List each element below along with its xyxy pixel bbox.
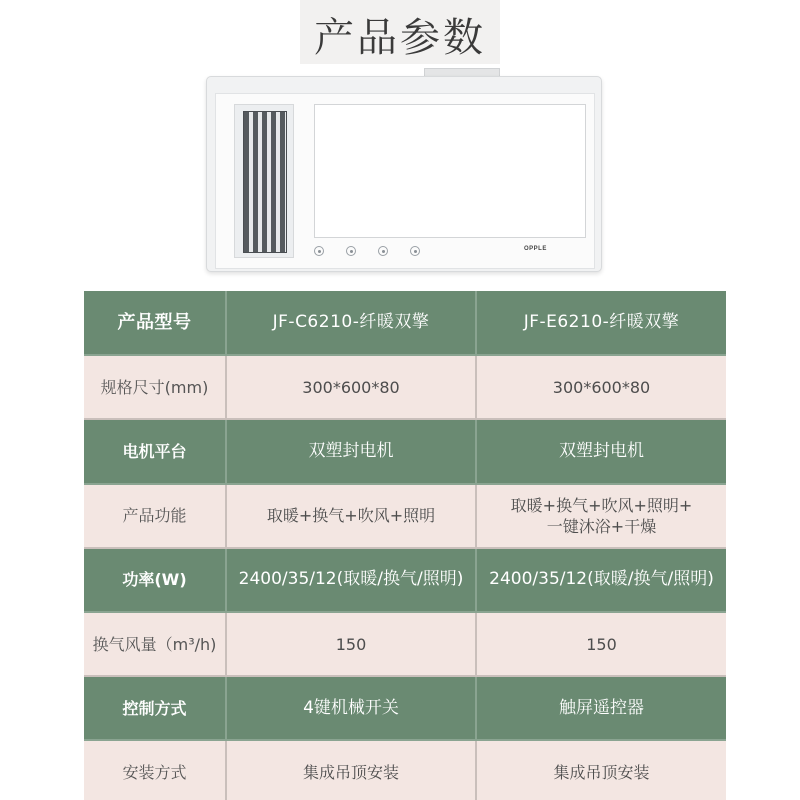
brand-logo: OPPLE	[524, 246, 547, 252]
model-c6210: JF-C6210-纤暖双擎	[226, 291, 476, 355]
row-value-c6210: 4键机械开关	[226, 676, 476, 740]
row-label: 规格尺寸(mm)	[84, 355, 226, 419]
table-row-motor	[84, 419, 726, 483]
fan-button-icon	[378, 246, 388, 256]
table-header-row	[84, 291, 726, 355]
spec-table	[84, 291, 726, 800]
row-value-c6210: 150	[226, 612, 476, 676]
air-vent	[234, 104, 294, 258]
row-value-c6210: 取暖+换气+吹风+照明	[226, 484, 476, 548]
row-value-c6210: 2400/35/12(取暖/换气/照明)	[226, 548, 476, 612]
mount-tab	[424, 68, 500, 76]
product-image	[206, 68, 602, 272]
row-value-e6210: 集成吊顶安装	[476, 740, 726, 800]
heat-button-icon	[410, 246, 420, 256]
vent-grille	[243, 111, 287, 253]
row-label: 功率(W)	[84, 548, 226, 612]
row-value-e6210: 300*600*80	[476, 355, 726, 419]
control-buttons	[314, 244, 444, 258]
table-row-airflow	[84, 612, 726, 676]
table-row-size	[84, 355, 726, 419]
row-value-e6210: 触屏遥控器	[476, 676, 726, 740]
row-label: 控制方式	[84, 676, 226, 740]
row-label: 换气风量（m³/h)	[84, 612, 226, 676]
table-row-power	[84, 548, 726, 612]
header-label: 产品型号	[84, 291, 226, 355]
row-value-c6210: 集成吊顶安装	[226, 740, 476, 800]
row-label: 安装方式	[84, 740, 226, 800]
table-row-control	[84, 676, 726, 740]
row-value-c6210: 300*600*80	[226, 355, 476, 419]
heater-frame	[206, 76, 602, 272]
row-value-c6210: 双塑封电机	[226, 419, 476, 483]
table-row-install	[84, 740, 726, 800]
heater-panel	[215, 93, 595, 269]
light-button-icon	[346, 246, 356, 256]
model-e6210: JF-E6210-纤暖双擎	[476, 291, 726, 355]
row-value-e6210: 2400/35/12(取暖/换气/照明)	[476, 548, 726, 612]
row-label: 产品功能	[84, 484, 226, 548]
row-label: 电机平台	[84, 419, 226, 483]
row-value-e6210: 取暖+换气+吹风+照明+ 一键沐浴+干燥	[476, 484, 726, 548]
light-panel	[314, 104, 586, 238]
page-title: 产品参数	[314, 15, 486, 61]
power-button-icon	[314, 246, 324, 256]
row-value-e6210: 150	[476, 612, 726, 676]
table-row-functions	[84, 484, 726, 548]
row-value-e6210: 双塑封电机	[476, 419, 726, 483]
